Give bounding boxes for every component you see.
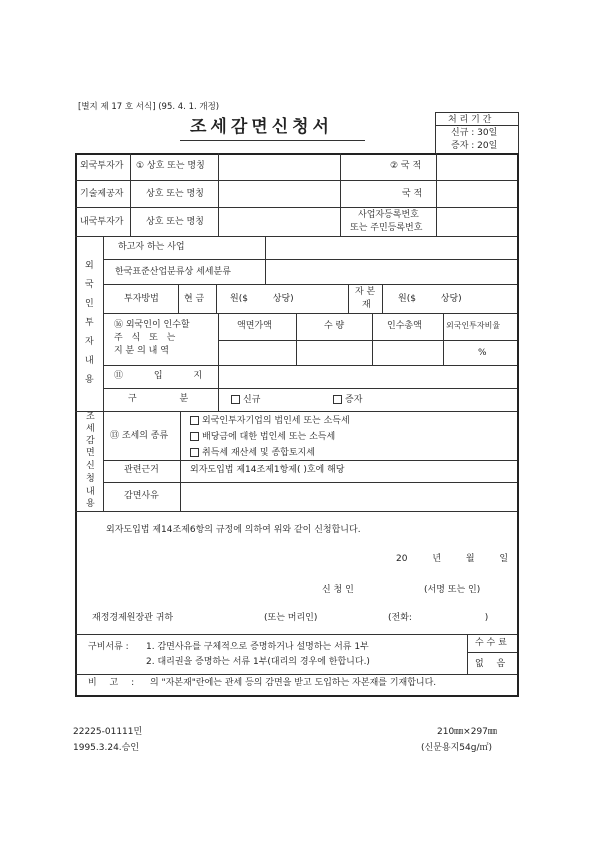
tax-section-char-1: 세 bbox=[86, 424, 95, 434]
foreign-investor-label: 외국투자가 bbox=[80, 161, 124, 171]
reduction-reason-field[interactable] bbox=[182, 484, 516, 510]
division-increase-label: 증자 bbox=[345, 395, 363, 405]
tech-nationality-label: 국 적 bbox=[402, 189, 423, 199]
domestic-investor-label: 내국투자가 bbox=[80, 217, 124, 227]
tax-type-option-1[interactable] bbox=[190, 416, 350, 426]
legal-basis-label: 관련근거 bbox=[124, 465, 159, 475]
tech-name-label: 상호 또는 명칭 bbox=[146, 189, 204, 199]
domestic-name-field[interactable] bbox=[220, 209, 338, 235]
face-value-header: 액면가액 bbox=[237, 321, 272, 331]
foreign-name-field[interactable] bbox=[220, 155, 338, 179]
declaration-text: 외자도입법 제14조제6항의 규정에 의하여 위와 같이 신청합니다. bbox=[106, 525, 361, 535]
capital-goods-label-2: 재 bbox=[362, 300, 371, 310]
investment-section-char-1: 국 bbox=[85, 280, 94, 290]
stock-label-3: 지 분 의 내 역 bbox=[114, 346, 169, 356]
investment-section-char-2: 인 bbox=[85, 299, 94, 309]
tax-type-label: ⑬ 조세의 종류 bbox=[110, 431, 169, 441]
note-label: 비 고 : bbox=[88, 678, 135, 688]
cash-label: 현 금 bbox=[184, 294, 205, 304]
tax-type-option-1-label: 외국인투자기업의 법인세 또는 소득세 bbox=[202, 416, 350, 426]
method-label: 투자방법 bbox=[124, 294, 159, 304]
capital-goods-value[interactable]: 원($ 상당) bbox=[398, 294, 462, 304]
reduction-reason-label: 감면사유 bbox=[124, 491, 159, 501]
capital-goods-label: 자 본 bbox=[355, 287, 376, 297]
tax-type-option-2[interactable] bbox=[190, 432, 335, 442]
form-code: 22225-01111민 bbox=[73, 727, 143, 737]
business-field[interactable] bbox=[267, 238, 515, 258]
division-new-label: 신규 bbox=[243, 395, 261, 405]
stock-label-1: ⑯ 외국인이 인수할 bbox=[114, 320, 190, 330]
foreign-ratio-percent[interactable]: % bbox=[478, 348, 487, 358]
foreign-nationality-field[interactable] bbox=[438, 155, 516, 179]
investment-section-char-5: 내 bbox=[85, 356, 94, 366]
representative-label: (또는 머리인) bbox=[264, 613, 318, 623]
cash-value[interactable]: 원($ 상당) bbox=[230, 294, 294, 304]
investment-section-char-3: 투 bbox=[85, 318, 94, 328]
foreign-nationality-label: ② 국 적 bbox=[390, 161, 422, 171]
tax-section-char-5: 청 bbox=[86, 474, 95, 484]
document-item-1: 1. 감면사유를 구체적으로 증명하거나 설명하는 서류 1부 bbox=[146, 642, 369, 652]
division-increase-checkbox[interactable] bbox=[333, 395, 362, 405]
division-new-checkbox[interactable] bbox=[231, 395, 260, 405]
phone-field[interactable]: (전화: ) bbox=[388, 613, 489, 623]
checkbox-icon bbox=[190, 432, 199, 441]
face-value-field[interactable] bbox=[220, 342, 295, 364]
industry-field[interactable] bbox=[267, 261, 515, 283]
form-reference: [별지 제 17 호 서식] (95. 4. 1. 개정) bbox=[78, 102, 220, 112]
fee-label: 수 수 료 bbox=[475, 638, 507, 648]
checkbox-icon bbox=[190, 448, 199, 457]
tax-type-option-3[interactable] bbox=[190, 448, 315, 458]
business-label: 하고자 하는 사업 bbox=[118, 242, 185, 252]
processing-period-label: 처 리 기 간 bbox=[448, 115, 492, 125]
tax-section-char-4: 신 bbox=[86, 461, 95, 471]
note-text: 의 "자본재"란에는 관세 등의 감면을 받고 도입하는 자본재를 기재합니다. bbox=[150, 678, 437, 688]
document-item-2: 2. 대리권을 증명하는 서류 1부(대리의 경우에 한합니다.) bbox=[146, 657, 370, 667]
tax-section-char-0: 조 bbox=[86, 412, 95, 422]
division-label: 구 분 bbox=[128, 394, 189, 404]
tax-type-option-3-label: 취득세 재산세 및 종합토지세 bbox=[202, 448, 315, 458]
tech-nationality-field[interactable] bbox=[438, 182, 516, 206]
total-amount-header: 인수총액 bbox=[387, 321, 422, 331]
tech-name-field[interactable] bbox=[220, 182, 338, 206]
tax-section-char-6: 내 bbox=[86, 487, 95, 497]
domestic-name-label: 상호 또는 명칭 bbox=[146, 217, 204, 227]
legal-basis-value[interactable]: 외자도입법 제14조제1항제( )호에 해당 bbox=[190, 465, 345, 475]
location-label: ⑪ 입 지 bbox=[114, 371, 203, 381]
stock-label-2: 주 식 또 는 bbox=[114, 333, 176, 343]
processing-increase: 증자 : 20일 bbox=[451, 141, 498, 151]
investment-section-char-0: 외 bbox=[85, 261, 94, 271]
quantity-field[interactable] bbox=[298, 342, 371, 364]
location-field[interactable] bbox=[220, 367, 516, 387]
tax-section-char-2: 감 bbox=[86, 436, 95, 446]
paper-size: 210㎜×297㎜ bbox=[437, 727, 497, 737]
tech-provider-label: 기술제공자 bbox=[80, 189, 124, 199]
applicant-sign[interactable]: (서명 또는 인) bbox=[424, 585, 481, 595]
tax-section-char-3: 면 bbox=[86, 448, 95, 458]
tax-section-char-7: 용 bbox=[86, 499, 95, 509]
title-underline bbox=[180, 140, 365, 141]
quantity-header: 수 량 bbox=[324, 321, 345, 331]
total-amount-field[interactable] bbox=[374, 342, 442, 364]
business-reg-label: 사업자등록번호 bbox=[358, 210, 419, 220]
foreign-name-label: ① 상호 또는 명칭 bbox=[136, 161, 205, 171]
approval-date: 1995.3.24.승인 bbox=[73, 743, 140, 753]
foreign-ratio-header: 외국인투자비율 bbox=[446, 321, 501, 330]
paper-type: (신문용지54g/㎡) bbox=[421, 743, 492, 753]
tax-type-option-2-label: 배당금에 대한 법인세 또는 소득세 bbox=[202, 432, 336, 442]
industry-label: 한국표준산업분류상 세세분류 bbox=[115, 267, 231, 277]
page-title: 조세감면신청서 bbox=[190, 117, 333, 137]
domestic-reg-field[interactable] bbox=[438, 209, 516, 235]
applicant-label: 신 청 인 bbox=[322, 585, 354, 595]
checkbox-icon bbox=[231, 395, 240, 404]
processing-new: 신규 : 30일 bbox=[451, 128, 498, 138]
checkbox-icon bbox=[190, 416, 199, 425]
recipient-label: 재정경제원장관 귀하 bbox=[92, 613, 174, 623]
investment-section-char-4: 자 bbox=[85, 337, 94, 347]
fee-value: 없 음 bbox=[475, 659, 506, 669]
documents-label: 구비서류 : bbox=[88, 642, 129, 652]
checkbox-icon bbox=[333, 395, 342, 404]
investment-section-char-6: 용 bbox=[85, 375, 94, 385]
resident-reg-label: 또는 주민등록번호 bbox=[350, 223, 423, 233]
declaration-date[interactable]: 20 년 월 일 bbox=[396, 554, 509, 564]
